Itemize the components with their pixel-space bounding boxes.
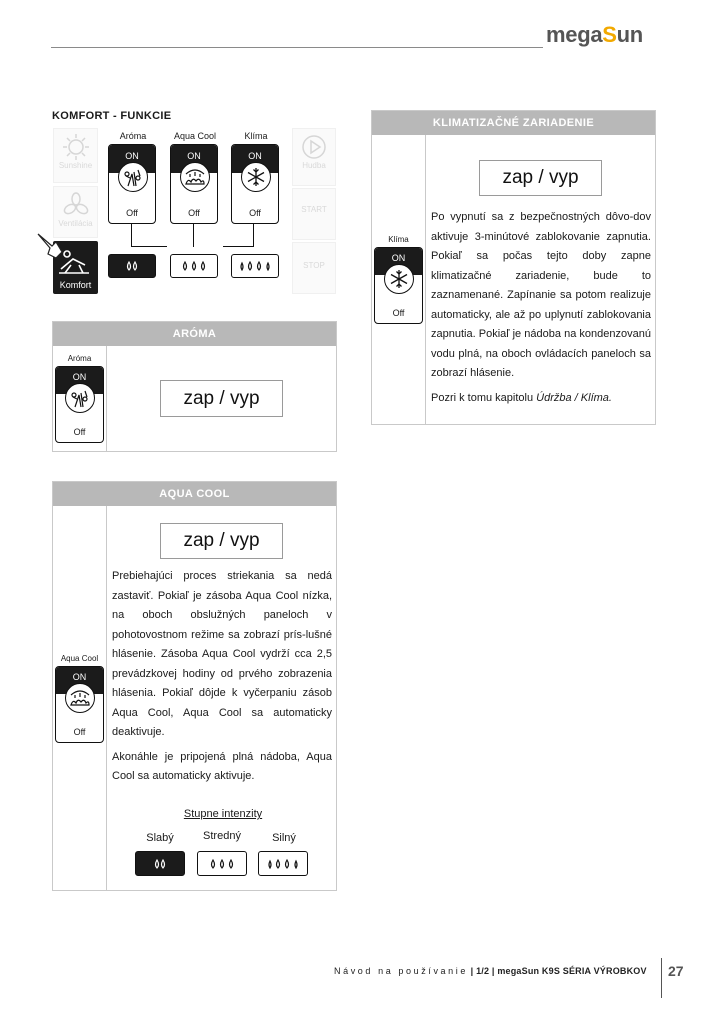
aroma-zap-vyp: zap / vyp [160, 380, 283, 417]
off-label: Off [249, 208, 261, 218]
aroma-unit-label: Aróma [119, 131, 147, 141]
aqua-cool-table [52, 481, 337, 891]
klima-mini-toggle[interactable] [374, 247, 423, 324]
klima-unit-label: Klíma [244, 131, 268, 141]
off-label: Off [73, 427, 86, 437]
drops-high-icon [266, 858, 300, 870]
aqua-cool-zap-vyp: zap / vyp [160, 523, 283, 559]
aqua-cool-header: AQUA COOL [53, 482, 336, 506]
music-icon [300, 133, 328, 161]
snowflake-icon [384, 264, 414, 294]
aroma-header: ARÓMA [53, 322, 336, 346]
aqua-intensity-low-button[interactable] [135, 851, 185, 876]
start-label: START [301, 205, 327, 214]
aqua-intensity-high-button[interactable] [258, 851, 308, 876]
on-label: ON [171, 145, 217, 173]
sunshine-label: Sunshine [58, 161, 93, 170]
on-label: ON [375, 248, 422, 275]
klima-text [431, 208, 651, 413]
klima-zap-vyp: zap / vyp [479, 160, 602, 196]
aroma-icon [65, 383, 95, 413]
klima-table [371, 110, 656, 425]
intensity-low-label: Slabý [146, 832, 174, 844]
aroma-table [52, 321, 337, 452]
music-label: Hudba [302, 161, 326, 170]
aqua-cool-mini-label: Aqua Cool [60, 654, 99, 663]
intensity-medium-button[interactable] [170, 254, 218, 278]
klima-header: KLIMATIZAČNÉ ZARIADENIE [372, 111, 655, 135]
aqua-cool-icon [180, 162, 210, 192]
sunshine-ghost-button [53, 128, 98, 183]
page-number: 27 [668, 963, 684, 979]
intensity-high-label: Silný [272, 832, 296, 844]
aqua-cool-icon [65, 683, 95, 713]
aqua-cool-left-cell [53, 506, 107, 890]
off-label: Off [188, 208, 200, 218]
stop-ghost-button [292, 242, 336, 294]
klima-left-cell [372, 135, 426, 424]
klima-paragraph-2: Pozri k tomu kapitolu Údržba / Klíma. [431, 391, 612, 404]
fan-icon [62, 191, 90, 219]
intensity-medium-label: Stredný [203, 830, 241, 842]
aqua-cool-paragraph-2: Akonáhle je pripojená plná nádoba, Aqua Cool sa automaticky aktivuje. [112, 750, 332, 782]
aroma-mini-toggle[interactable] [55, 366, 104, 443]
megasun-logo: megaSun [546, 22, 643, 47]
aqua-intensity-medium-button[interactable] [197, 851, 247, 876]
on-label: ON [56, 667, 103, 694]
header-rule [51, 47, 543, 48]
on-label: ON [109, 145, 155, 173]
komfort-panel [50, 126, 340, 296]
footer-text: Návod na používanie | 1/2 | megaSun K9S SÉRIA VÝROBKOV [334, 966, 647, 976]
aqua-cool-mini-toggle[interactable] [55, 666, 104, 743]
snowflake-icon [241, 162, 271, 192]
drops-high-icon [238, 260, 272, 272]
ventilation-label: Ventilácia [58, 219, 93, 228]
klima-mini-label: Klíma [388, 235, 409, 244]
drops-medium-icon [180, 260, 208, 272]
on-label: ON [56, 367, 103, 394]
aqua-cool-toggle[interactable] [170, 144, 218, 224]
on-label: ON [232, 145, 278, 173]
klima-paragraph-1: Po vypnutí sa z bezpečnostných dôvo-dov aktivuje 3-minútové zablokovanie zapnutia. Pokiaľ sa počas tejto doby zapne klimatizačné zariadenie, bude to zaznamenané. Zapínanie sa potom realizuje automaticky, ale až po uplynutí zablokovania zapnutia. Pokiaľ je nádoba na kondenzovanú vodu plná, na oboch ovládacích paneloch sa zobrazí hlásenie. [431, 211, 651, 379]
off-label: Off [126, 208, 138, 218]
komfort-label: Komfort [59, 280, 92, 290]
off-label: Off [392, 308, 405, 318]
drops-low-icon [152, 858, 168, 870]
intensity-high-button[interactable] [231, 254, 279, 278]
aqua-cool-paragraph-1: Prebiehajúci proces striekania sa nedá zastaviť. Pokiaľ je zásoba Aqua Cool nízka, na oboch obslužných paneloch v pohotovostnom režime sa zobrazí prís-lušné hlásenie. Zásoba Aqua Cool vydrží cca 2,5 prevádzkovej hodiny od prvého zobrazenia hlásenia. Pokiaľ dôjde k vyčerpaniu zásob Aqua Cool, Aqua Cool sa automaticky deaktivuje. [112, 570, 332, 738]
stop-label: STOP [303, 261, 325, 270]
intensity-levels-title: Stupne intenzity [183, 808, 263, 820]
aroma-toggle[interactable] [108, 144, 156, 224]
aqua-cool-unit-label: Aqua Cool [173, 131, 217, 141]
aroma-left-cell [53, 346, 107, 451]
start-ghost-button [292, 188, 336, 240]
off-label: Off [73, 727, 86, 737]
footer-divider [661, 958, 662, 998]
aroma-icon [118, 162, 148, 192]
music-ghost-button [292, 128, 336, 186]
intensity-low-button[interactable] [108, 254, 156, 278]
maintenance-chapter-link[interactable]: Údržba / Klíma. [536, 391, 612, 404]
hand-pointer-icon [36, 230, 66, 260]
aroma-mini-label: Aróma [67, 354, 92, 363]
drops-low-icon [124, 260, 140, 272]
drops-medium-icon [208, 858, 236, 870]
sun-icon [62, 133, 90, 161]
klima-toggle[interactable] [231, 144, 279, 224]
aqua-cool-text [112, 567, 332, 792]
komfort-title: KOMFORT - FUNKCIE [52, 110, 172, 122]
